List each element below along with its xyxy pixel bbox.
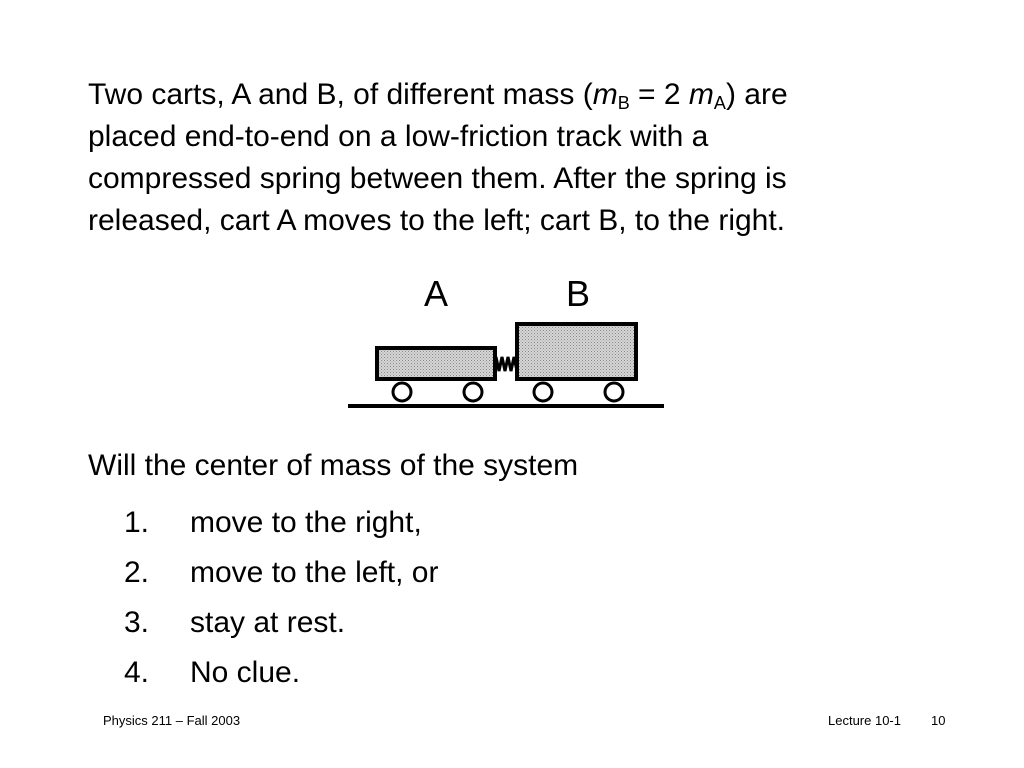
cart-b-body [517, 324, 636, 379]
cart-a-body [377, 348, 495, 379]
cart-a-wheel-right [464, 383, 482, 401]
footer-course: Physics 211 – Fall 2003 [103, 713, 241, 728]
choice-1 [124, 503, 438, 553]
choice-1-text: move to the right, [190, 506, 422, 539]
mass-symbol-b: m [592, 78, 618, 111]
page-number: 10 [931, 713, 946, 728]
problem-line-2: placed end-to-end on a low-friction track with a [88, 120, 709, 153]
choice-1-number: 1. [124, 506, 150, 539]
cart-b-wheel-right [605, 383, 623, 401]
footer-lecture-info [828, 712, 945, 730]
choice-4-number: 4. [124, 656, 150, 689]
choice-4 [124, 653, 438, 703]
question-text: Will the center of mass of the system [88, 449, 579, 482]
choice-3 [124, 603, 438, 653]
choice-3-number: 3. [124, 606, 150, 639]
choice-4-text: No clue. [190, 656, 301, 689]
cart-b-wheel-left [534, 383, 552, 401]
problem-line-3: compressed spring between them. After the spring is [88, 162, 787, 195]
choice-3-text: stay at rest. [190, 606, 346, 639]
problem-line-1: Two carts, A and B, of different mass ($m_B = 2$ $m_A$) are [88, 78, 788, 113]
cart-b-label: B [565, 273, 591, 314]
subscript-b: B [617, 93, 630, 113]
subscript-a: A [713, 93, 726, 113]
compressed-spring [496, 357, 517, 371]
cart-a-wheel-left [393, 383, 411, 401]
choice-2 [124, 553, 438, 603]
problem-line-4: released, cart A moves to the left; cart B, to the right. [88, 204, 786, 237]
cart-a-label: A [423, 273, 449, 314]
mass-symbol-a: m [688, 78, 714, 111]
footer-lecture: Lecture 10-1 [828, 713, 901, 728]
choice-2-text: move to the left, or [190, 556, 439, 589]
answer-choices [124, 503, 438, 703]
choice-2-number: 2. [124, 556, 150, 589]
